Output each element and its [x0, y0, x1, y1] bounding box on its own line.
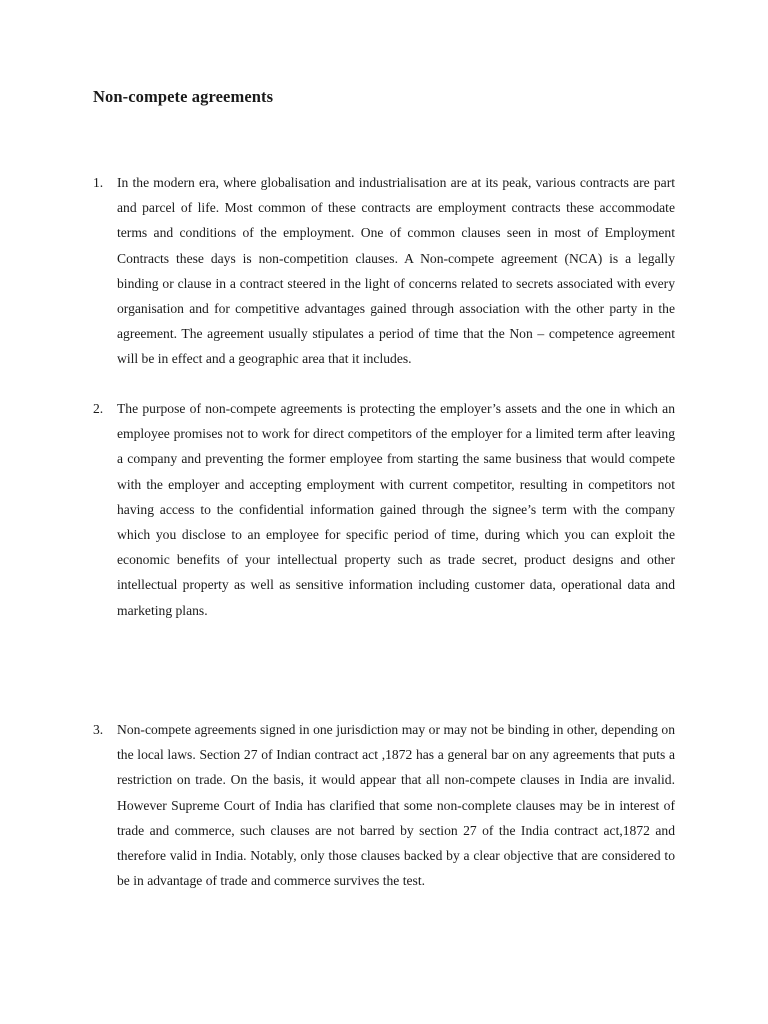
list-item-number: 2. — [93, 401, 104, 416]
list-item — [93, 396, 675, 623]
list-item-text: The purpose of non-compete agreements is protecting the employer’s assets and the one in which an employee promises not to work for direct competitors of the employer for a limited term after leaving a company and preventing the former employee from starting the same business that would compete with the employer and accepting employment with current competitor, resulting in competitors not having access to the confidential information gained through the signee’s term with the company which you disclose to an employee for specific period of time, during which you can exploit the economic benefits of your intellectual property such as trade secret, product designs and other intellectual property as well as sensitive information including customer data, operational data and marketing plans. — [117, 401, 675, 618]
document-title: Non-compete agreements — [93, 87, 274, 106]
list-item-text: Non-compete agreements signed in one jurisdiction may or may not be binding in other, depending on the local laws. Section 27 of Indian contract act ,1872 has a general bar on any agreements that puts a restriction on trade. On the basis, it would appear that all non-compete clauses in India are invalid. However Supreme Court of India has clarified that some non-complete clauses may be in interest of trade and commerce, such clauses are not barred by section 27 of the India contract act,1872 and therefore valid in India. Notably, only those clauses backed by a clear objective that are considered to be in advantage of trade and commerce survives the test. — [117, 722, 675, 889]
list-item-number: 1. — [93, 175, 104, 190]
list-item — [93, 717, 675, 893]
list-item-text: In the modern era, where globalisation and industrialisation are at its peak, various contracts are part and parcel of life. Most common of these contracts are employment contracts these accommodate terms and conditions of the employment. One of common clauses seen in most of Employment Contracts these days is non-competition clauses. A Non-compete agreement (NCA) is a legally binding or clause in a contract steered in the light of concerns related to secrets associated with every organisation and for competitive advantages gained through association with the other party in the agreement. The agreement usually stipulates a period of time that the Non – competence agreement will be in effect and a geographic area that it includes. — [117, 175, 675, 367]
list-item-number: 3. — [93, 722, 104, 737]
list-item — [93, 170, 675, 372]
